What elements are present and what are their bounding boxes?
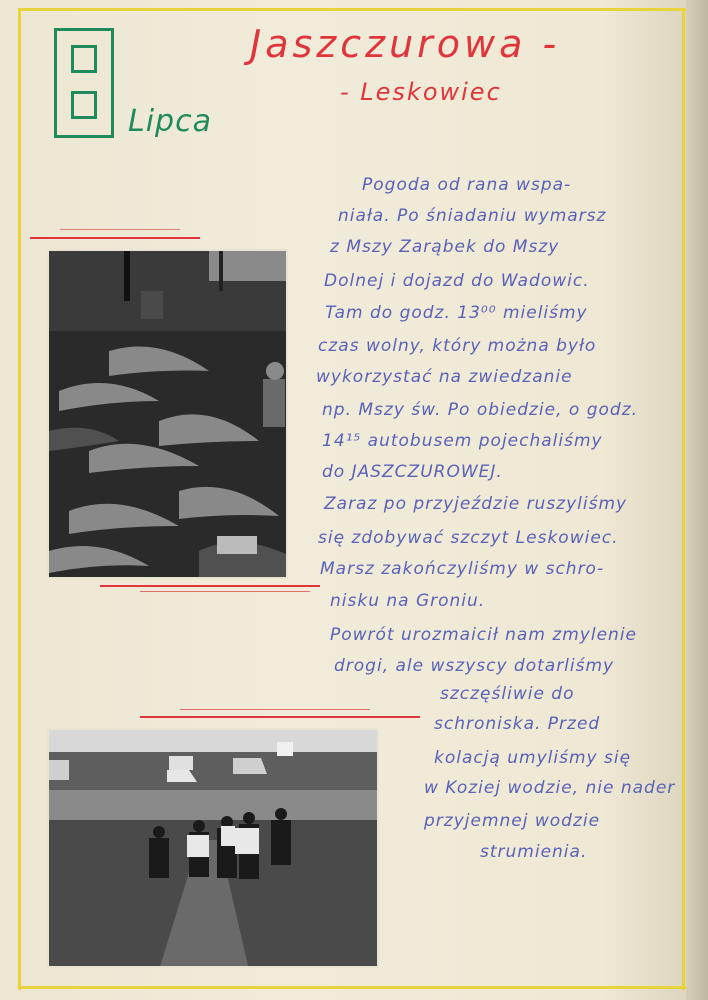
route-title-line2: - Leskowiec [340, 78, 502, 106]
divider-line [140, 716, 420, 718]
day-number-8-drawing [54, 28, 114, 138]
frame-border-left [18, 8, 21, 990]
frame-border-top [18, 8, 686, 11]
text-line: z Mszy Zarąbek do Mszy [330, 237, 560, 257]
divider-line [100, 585, 320, 587]
divider-line [60, 229, 180, 230]
text-line: do JASZCZUROWEJ. [322, 462, 503, 482]
text-line: nisku na Groniu. [330, 591, 486, 611]
photo-meadow-hikers [47, 728, 379, 968]
divider-line [140, 591, 310, 592]
text-line: Powrót urozmaicił nam zmylenie [330, 625, 637, 645]
text-line: schroniska. Przed [434, 714, 601, 734]
photo-meadow-hikers-image [49, 730, 379, 968]
album-spine [686, 0, 708, 1000]
frame-border-bottom [18, 986, 686, 989]
text-line: Tam do godz. 13⁰⁰ mieliśmy [325, 303, 588, 323]
text-line: czas wolny, który można było [318, 336, 597, 356]
text-line: szczęśliwie do [440, 684, 575, 704]
route-title-line1: Jaszczurowa - [250, 22, 561, 66]
text-line: niała. Po śniadaniu wymarsz [338, 206, 607, 226]
month-label: Lipca [128, 104, 212, 139]
text-line: Marsz zakończyliśmy w schro- [320, 559, 605, 579]
text-line: przyjemnej wodzie [424, 811, 601, 831]
text-line: Zaraz po przyjeździe ruszyliśmy [324, 494, 628, 514]
text-line: drogi, ale wszyscy dotarliśmy [334, 656, 615, 676]
text-line: wykorzystać na zwiedzanie [316, 367, 573, 387]
text-line: 14¹⁵ autobusem pojechaliśmy [322, 431, 603, 451]
text-line: Pogoda od rana wspa- [362, 175, 572, 195]
text-line: strumienia. [480, 842, 588, 862]
text-line: np. Mszy św. Po obiedzie, o godz. [322, 400, 639, 420]
text-line: Dolnej i dojazd do Wadowic. [324, 271, 590, 291]
day-digit-upper-loop [71, 45, 97, 73]
photo-forest-ferns [47, 249, 288, 579]
text-line: się zdobywać szczyt Leskowiec. [318, 528, 619, 548]
divider-line [180, 709, 370, 710]
frame-border-right [682, 8, 685, 990]
text-line: w Koziej wodzie, nie nader [424, 778, 676, 798]
day-digit-lower-loop [71, 91, 97, 119]
photo-forest-ferns-image [49, 251, 288, 579]
text-line: kolacją umyliśmy się [434, 748, 632, 768]
divider-line [30, 237, 200, 239]
